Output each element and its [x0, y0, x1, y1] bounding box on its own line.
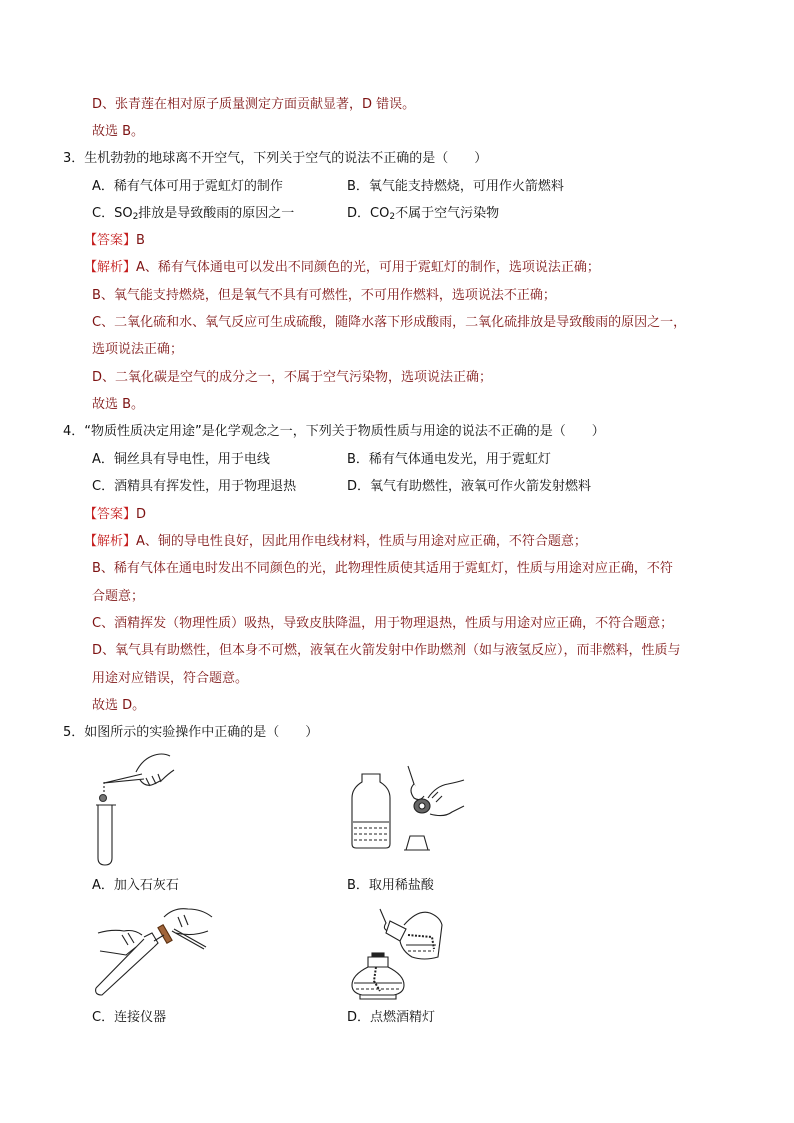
dropper-reagent-bottle-illustration [348, 762, 468, 857]
q3-analysis-line-5: D、二氧化碳是空气的成分之一，不属于空气污染物，选项说法正确； [92, 370, 493, 385]
q4-analysis-line-5: D、氧气具有助燃性，但本身不可燃，液氧在火箭发射中作助燃剂（如与液氢反应），而非燃料，性质与 [92, 643, 681, 658]
stopper-test-tube-illustration [92, 903, 222, 998]
q4-analysis-line-4: C、酒精挥发（物理性质）吸热，导致皮肤降温，用于物理退热，性质与用途对应正确，不符合题意； [92, 616, 674, 631]
q3-analysis-line-2: B、氧气能支持燃烧，但是氧气不具有可燃性，不可用作燃料，选项说法不正确； [92, 288, 556, 303]
q3-option-b: B．氧气能支持燃烧，可用作火箭燃料 [347, 179, 564, 194]
figure-d-caption: D．点燃酒精灯 [347, 1010, 436, 1025]
q3-option-c [92, 205, 294, 223]
prev-analysis-d: D、张青莲在相对原子质量测定方面贡献显著，D 错误。 [92, 97, 416, 112]
analysis-tag: 【解析】 [84, 260, 137, 275]
answer-value: B [136, 233, 145, 248]
q4-analysis-line-2: B、稀有气体在通电时发出不同颜色的光，此物理性质使其适用于霓虹灯，性质与用途对应正确，不符 [92, 561, 673, 576]
analysis-text: A、铜的导电性良好，因此用作电线材料，性质与用途对应正确，不符合题意； [136, 534, 587, 549]
figure-a-caption: A．加入石灰石 [92, 878, 179, 893]
question-number: 5． [63, 725, 85, 740]
figure-b-caption: B．取用稀盐酸 [347, 878, 434, 893]
q3-option-c-prefix: C．SO [92, 206, 133, 221]
question-number: 4． [63, 424, 85, 439]
q3-analysis-line-1 [84, 259, 600, 277]
q3-option-d-subscript: 2 [389, 212, 396, 222]
question-4-stem [63, 423, 605, 441]
q3-conclusion: 故选 B。 [92, 397, 145, 412]
q3-option-d-suffix: 不属于空气污染物 [395, 206, 500, 221]
tweezers-test-tube-illustration [90, 752, 180, 867]
q4-analysis-line-1 [84, 533, 587, 551]
q3-option-c-subscript: 2 [132, 212, 139, 222]
q3-analysis-line-3: C、二氧化硫和水、氧气反应可生成硫酸，随降水落下形成酸雨，二氧化硫排放是导致酸雨的原因之一， [92, 315, 687, 330]
q3-option-d-prefix: D．CO [347, 206, 390, 221]
question-stem-text: “物质性质决定用途”是化学观念之一，下列关于物质性质与用途的说法不正确的是（ ） [84, 424, 605, 439]
question-5-stem [63, 724, 318, 742]
figure-c-caption: C．连接仪器 [92, 1010, 167, 1025]
prev-conclusion: 故选 B。 [92, 124, 145, 139]
q4-answer [84, 506, 146, 524]
alcohol-lamp-ignite-illustration [348, 905, 448, 1005]
question-number: 3． [63, 151, 85, 166]
answer-tag: 【答案】 [84, 507, 137, 522]
q4-analysis-line-6: 用途对应错误，符合题意。 [92, 671, 249, 686]
q4-option-d: D．氧气有助燃性，液氧可作火箭发射燃料 [347, 479, 592, 494]
question-stem-text: 如图所示的实验操作中正确的是（ ） [84, 725, 319, 740]
q3-analysis-line-4: 选项说法正确； [92, 342, 184, 357]
q4-analysis-line-3: 合题意； [92, 589, 145, 604]
q3-answer [84, 232, 145, 250]
question-stem-text: 生机勃勃的地球离不开空气，下列关于空气的说法不正确的是（ ） [84, 151, 488, 166]
analysis-text: A、稀有气体通电可以发出不同颜色的光，可用于霓虹灯的制作，选项说法正确； [136, 260, 600, 275]
analysis-tag: 【解析】 [84, 534, 137, 549]
q3-option-d [347, 205, 499, 223]
q3-option-c-suffix: 排放是导致酸雨的原因之一 [138, 206, 295, 221]
q4-option-b: B．稀有气体通电发光，用于霓虹灯 [347, 452, 551, 467]
q4-option-a: A．铜丝具有导电性，用于电线 [92, 452, 270, 467]
q4-option-c: C．酒精具有挥发性，用于物理退热 [92, 479, 297, 494]
q4-conclusion: 故选 D。 [92, 698, 146, 713]
question-3-stem [63, 150, 487, 168]
q3-option-a: A．稀有气体可用于霓虹灯的制作 [92, 179, 283, 194]
answer-value: D [136, 507, 147, 522]
answer-tag: 【答案】 [84, 233, 137, 248]
